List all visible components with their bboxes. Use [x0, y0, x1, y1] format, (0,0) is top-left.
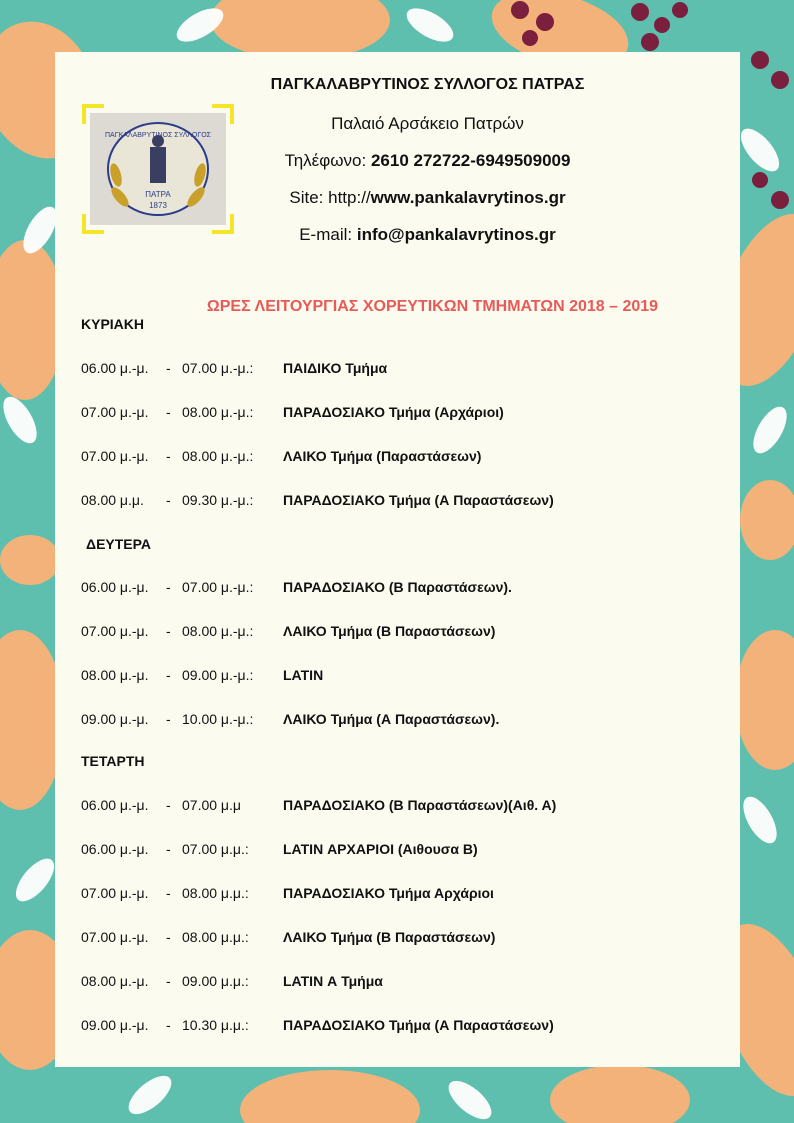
- start-time: 06.00 μ.-μ.: [81, 797, 149, 813]
- time-separator: -: [166, 404, 171, 420]
- email-link[interactable]: info@pankalavrytinos.gr: [356, 225, 556, 244]
- end-time: 09.00 μ.-μ.:: [182, 667, 254, 683]
- class-name: ΠΑΡΑΔΟΣΙΑΚΟ Τμήμα (Α Παραστάσεων): [283, 1017, 554, 1033]
- start-time: 07.00 μ.-μ.: [81, 404, 149, 420]
- day-heading: ΔΕΥΤΕΡΑ: [86, 536, 152, 552]
- class-name: ΠΑΡΑΔΟΣΙΑΚΟ (Β Παραστάσεων).: [283, 579, 512, 595]
- end-time: 07.00 μ.μ: [182, 797, 241, 813]
- start-time: 08.00 μ.-μ.: [81, 973, 149, 989]
- end-time: 10.30 μ.μ.:: [182, 1017, 249, 1033]
- start-time: 06.00 μ.-μ.: [81, 360, 149, 376]
- time-separator: -: [166, 360, 171, 376]
- end-time: 08.00 μ.μ.:: [182, 929, 249, 945]
- phone-label: Τηλέφωνο:: [284, 151, 367, 170]
- class-name: ΠΑΡΑΔΟΣΙΑΚΟ Τμήμα (Α Παραστάσεων): [283, 492, 554, 508]
- day-heading: ΚΥΡΙΑΚΗ: [81, 316, 145, 332]
- end-time: 07.00 μ.-μ.:: [182, 579, 254, 595]
- start-time: 07.00 μ.-μ.: [81, 929, 149, 945]
- phone-line: [200, 151, 655, 171]
- start-time: 09.00 μ.-μ.: [81, 1017, 149, 1033]
- logo-year: 1873: [149, 201, 167, 210]
- end-time: 09.00 μ.μ.:: [182, 973, 249, 989]
- start-time: 09.00 μ.-μ.: [81, 711, 149, 727]
- time-separator: -: [166, 885, 171, 901]
- logo-arc-text: ΠΑΓΚΑΛΑΒΡΥΤΙΝΟΣ ΣΥΛΛΟΓΟΣ: [104, 132, 212, 139]
- address: Παλαιό Αρσάκειο Πατρών: [331, 114, 524, 133]
- time-separator: -: [166, 492, 171, 508]
- schedule-title: ΩΡΕΣ ΛΕΙΤΟΥΡΓΙΑΣ ΧΟΡΕΥΤΙΚΩΝ ΤΜΗΜΑΤΩΝ 2018 – 2019: [206, 298, 659, 315]
- time-separator: -: [166, 667, 171, 683]
- class-name: ΛΑΙΚΟ Τμήμα (Παραστάσεων): [283, 448, 482, 464]
- end-time: 08.00 μ.-μ.:: [182, 623, 254, 639]
- email-label: E-mail:: [299, 225, 353, 244]
- start-time: 07.00 μ.-μ.: [81, 885, 149, 901]
- class-name: ΠΑΡΑΔΟΣΙΑΚΟ Τμήμα (Αρχάριοι): [283, 404, 504, 420]
- class-name: ΠΑΙΔΙΚΟ Τμήμα: [283, 360, 388, 376]
- org-name: ΠΑΓΚΑΛΑΒΡΥΤΙΝΟΣ ΣΥΛΛΟΓΟΣ ΠΑΤΡΑΣ: [270, 76, 585, 93]
- class-name: LATIN: [283, 667, 324, 683]
- start-time: 08.00 μ.μ.: [81, 492, 144, 508]
- start-time: 07.00 μ.-μ.: [81, 448, 149, 464]
- class-name: ΠΑΡΑΔΟΣΙΑΚΟ (Β Παραστάσεων)(Αιθ. Α): [283, 797, 557, 813]
- end-time: 07.00 μ.μ.:: [182, 841, 249, 857]
- phone-value: 2610 272722-6949509009: [370, 151, 571, 170]
- class-name: ΛΑΙΚΟ Τμήμα (Α Παραστάσεων).: [283, 711, 500, 727]
- end-time: 08.00 μ.μ.:: [182, 885, 249, 901]
- time-separator: -: [166, 929, 171, 945]
- site-label: Site: http://: [289, 188, 371, 207]
- time-separator: -: [166, 841, 171, 857]
- time-separator: -: [166, 797, 171, 813]
- time-separator: -: [166, 579, 171, 595]
- class-name: LATIN ΑΡΧΑΡΙΟΙ (Αιθουσα Β): [283, 841, 478, 857]
- logo-city: ΠΑΤΡΑ: [145, 190, 171, 199]
- time-separator: -: [166, 623, 171, 639]
- site-link[interactable]: www.pankalavrytinos.gr: [370, 188, 566, 207]
- class-name: ΠΑΡΑΔΟΣΙΑΚΟ Τμήμα Αρχάριοι: [283, 885, 494, 901]
- email-line: [200, 225, 655, 245]
- time-separator: -: [166, 711, 171, 727]
- class-name: ΛΑΙΚΟ Τμήμα (Β Παραστάσεων): [283, 623, 496, 639]
- class-name: ΛΑΙΚΟ Τμήμα (Β Παραστάσεων): [283, 929, 496, 945]
- time-separator: -: [166, 973, 171, 989]
- start-time: 07.00 μ.-μ.: [81, 623, 149, 639]
- time-separator: -: [166, 1017, 171, 1033]
- site-line: [200, 188, 655, 208]
- day-heading: ΤΕΤΑΡΤΗ: [81, 753, 145, 769]
- start-time: 08.00 μ.-μ.: [81, 667, 149, 683]
- start-time: 06.00 μ.-μ.: [81, 579, 149, 595]
- class-name: LATIN Α Τμήμα: [283, 973, 383, 989]
- end-time: 10.00 μ.-μ.:: [182, 711, 254, 727]
- start-time: 06.00 μ.-μ.: [81, 841, 149, 857]
- end-time: 07.00 μ.-μ.:: [182, 360, 254, 376]
- end-time: 09.30 μ.-μ.:: [182, 492, 254, 508]
- end-time: 08.00 μ.-μ.:: [182, 404, 254, 420]
- end-time: 08.00 μ.-μ.:: [182, 448, 254, 464]
- time-separator: -: [166, 448, 171, 464]
